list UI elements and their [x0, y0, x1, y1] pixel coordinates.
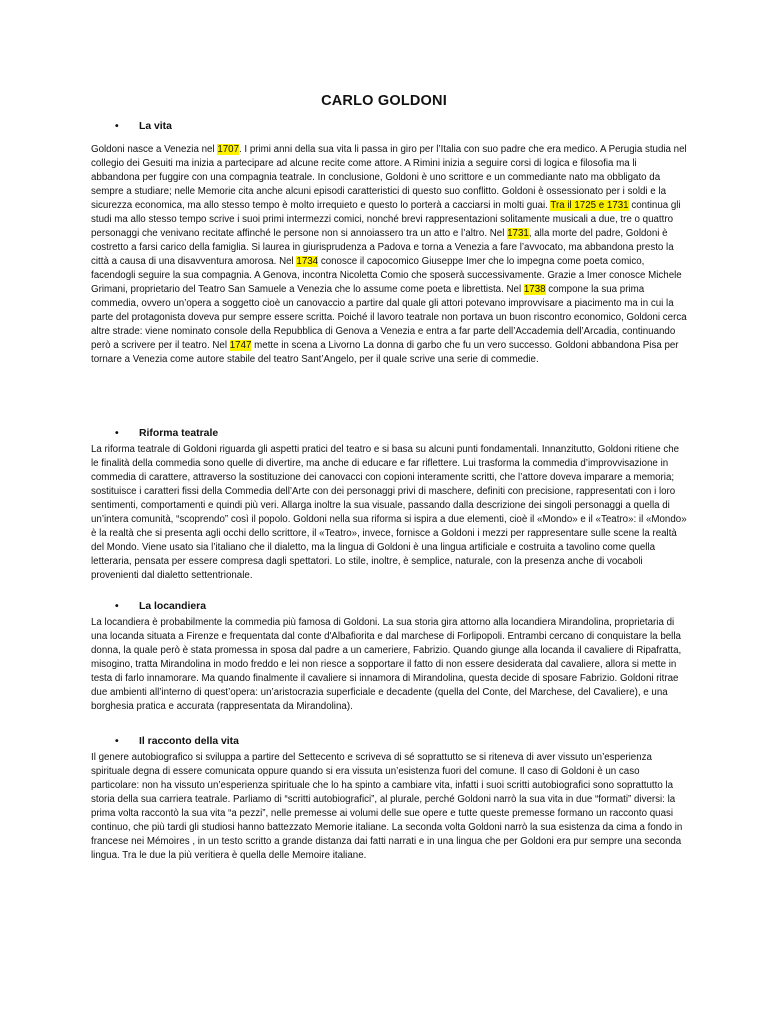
bullet-icon: •: [115, 736, 119, 747]
paragraph-text: compone la sua prima commedia, ovvero un’opera a soggetto cioè un canovaccio a partire dal quale gli attori potevano improvvisare a piacimento ma in cui la parte del protagonista doveva pur sempre essere scritta. Poiché il lavoro teatrale non portava un buon riscontro economico, Goldoni cerca altre strade: viene nominato console della Repubblica di Genova a Venezia e entra a far parte dell’Accademia dell’Arcadia, continuando però a scrivere per il teatro. Nel: [91, 284, 687, 351]
paragraph-text: Il genere autobiografico si sviluppa a partire del Settecento e scriveva di sé soprattutto se si riteneva di aver vissuto un’esperienza spirituale degna di essere comunicata oppure quando si era vissuta un’esistenza fuori del comune. Il caso di Goldoni è un caso particolare: non ha vissuto un’esperienza spirituale che lo ha spinto a cambiare vita, infatti i suoi scritti autobiografici sono soprattutto la storia della sua carriera teatrale. Parliamo di “scritti autobiografici”, al plurale, perché Goldoni narrò la sua vita in due “formati” diversi: la prima volta raccontò la sua vita “a pezzi”, nelle premesse ai volumi delle sue opere e tutte queste premesse formano un racconto quasi continuo, che più tardi gli studiosi hanno battezzato Memorie italiane. La seconda volta Goldoni narrò la sua esistenza da cima a fondo in francese nei Mémoires , in un testo scritto a grande distanza dai fatti narrati e in una lingua che per Goldoni era pur sempre una seconda lingua. Tra le due la più veritiera è quella delle Memoire italiane.: [91, 752, 683, 861]
section-paragraph: [91, 751, 687, 863]
section-il-racconto-della-vita: [91, 736, 687, 863]
page-title: CARLO GOLDONI: [321, 93, 447, 109]
highlighted-date: 1731: [507, 228, 529, 239]
highlighted-date: 1734: [296, 256, 319, 267]
section-paragraph: [91, 443, 687, 583]
section-riforma-teatrale: [91, 428, 687, 583]
bullet-icon: •: [115, 121, 119, 132]
section-heading: [91, 121, 687, 136]
highlighted-date: 1747: [229, 340, 252, 351]
highlighted-date: Tra il 1725 e 1731: [550, 200, 629, 211]
bullet-icon: •: [115, 428, 119, 439]
section-la-vita: [91, 121, 687, 367]
paragraph-text: Goldoni nasce a Venezia nel: [91, 144, 218, 155]
section-heading: [91, 601, 687, 616]
paragraph-text: , alla morte del padre, Goldoni è costretto a farsi carico della famiglia. Si laurea in giurisprudenza a Padova e torna a Venezia a fare l’avvocato, ma abbandona presto la città a causa di una disavventura amorosa. Nel: [91, 228, 674, 267]
highlighted-date: 1707: [217, 144, 240, 155]
section-la-locandiera: [91, 601, 687, 714]
paragraph-text: mette in scena a Livorno La donna di garbo che fu un vero successo. Goldoni abbandona Pisa per tornare a Venezia come autore stabile del teatro Sant’Angelo, per il quale scrive una serie di commedie.: [91, 340, 679, 365]
section-heading: [91, 428, 687, 443]
section-heading-text: Il racconto della vita: [139, 736, 239, 747]
paragraph-text: conosce il capocomico Giuseppe Imer che lo impegna come poeta comico, facendogli seguire la sua compagnia. A Genova, incontra Nicoletta Comio che sposerà successivamente. Grazie a Imer conosce Michele Grimani, proprietario del Teatro San Samuele a Venezia che lo assume come poeta e librettista. Nel: [91, 256, 682, 295]
section-heading-text: La locandiera: [139, 601, 206, 612]
paragraph-text: continua gli studi ma allo stesso tempo scrive i suoi primi intermezzi comici, nonché brevi rappresentazioni solitamente musicali a due, tre o quattro personaggi che venivano recitate affinché le persone non si annoiassero tra un atto e l’altro. Nel: [91, 200, 681, 239]
section-paragraph: [91, 616, 687, 714]
paragraph-text: La riforma teatrale di Goldoni riguarda gli aspetti pratici del teatro e si basa su alcuni punti fondamentali. Innanzitutto, Goldoni ritiene che le finalità della commedia sono quelle di divertire, ma anche di educare e far riflettere. Lui trasforma la commedia d’improvvisazione in commedia di carattere, attraverso la sostituzione dei canovacci con copioni interamente scritti, che l’attore doveva imparare a memoria; sostituisce i caratteri fissi della Commedia dell’Arte con dei personaggi privi di maschere, definiti con precisione, rappresentati con i loro sentimenti, comportamenti e quindi più veri. Allarga inoltre la sua visuale, passando dalla descrizione dei singoli personaggi a quella di un’intera comunità, “scoprendo” così il popolo. Goldoni nella sua riforma si ispira a due elementi, cioè il «Mondo» e il «Teatro»: il «Mondo» è la realtà che si presenta agli occhi dello scrittore, il «Teatro», invece, fornisce a Goldoni i mezzi per rappresentare sulle scene la realtà del Mondo. Viene usato sia l’italiano che il dialetto, ma la lingua di Goldoni è una lingua artificiale e costruita a tavolino come quella letteraria, pensata per essere compresa dagli spettatori. Lo stile, inoltre, è semplice, naturale, con la presenza anche di vocaboli provenienti dal dialetto settentrionale.: [91, 444, 687, 581]
section-heading-text: La vita: [139, 121, 172, 132]
bullet-icon: •: [115, 601, 119, 612]
paragraph-text: La locandiera è probabilmente la commedia più famosa di Goldoni. La sua storia gira attorno alla locandiera Mirandolina, proprietaria di una locanda situata a Firenze e frequentata dal conte d'Albafiorita e dal marchese di Forlipopoli. Entrambi cercano di conquistare la bella donna, la quale però è stata promessa in sposa dal padre a un cameriere, Fabrizio. Quando giunge alla locanda il cavaliere di Ripafratta, misogino, tratta Mirandolina in modo freddo e lei non riesce a sopportare il fatto di non essere desiderata dal cavaliere, allora si mette in testa di farlo innamorare. Ma quando finalmente il cavaliere si innamora di Mirandolina, questa decide di sposare Fabrizio. Goldoni ritrae due ambienti all’interno di quest’opera: un’aristocrazia superficiale e decadente (quella del Conte, del Marchese, del Cavaliere), e una borghesia pratica e accurata (rappresentata da Mirandolina).: [91, 617, 682, 712]
section-heading-text: Riforma teatrale: [139, 428, 219, 439]
paragraph-text: . I primi anni della sua vita li passa in giro per l’Italia con suo padre che era medico. A Perugia studia nel collegio dei Gesuiti ma inizia a partecipare ad alcune recite come attore. A Rimini inizia a seguire corsi di logica e filosofia ma li abbandona per fuggire con una compagnia teatrale. In conclusione, Goldoni è uno scrittore e un commediante nato ma obbligato da sempre a studiare; nelle Memorie cita anche alcuni episodi caratteristici di questo suo conflitto. Goldoni è ossessionato per i soldi e la sicurezza economica, ma allo stesso tempo è molto irrequieto e questo lo porterà a cacciarsi in molti guai.: [91, 144, 687, 211]
highlighted-date: 1738: [523, 284, 546, 295]
section-paragraph: [91, 143, 687, 367]
section-heading: [91, 736, 687, 751]
